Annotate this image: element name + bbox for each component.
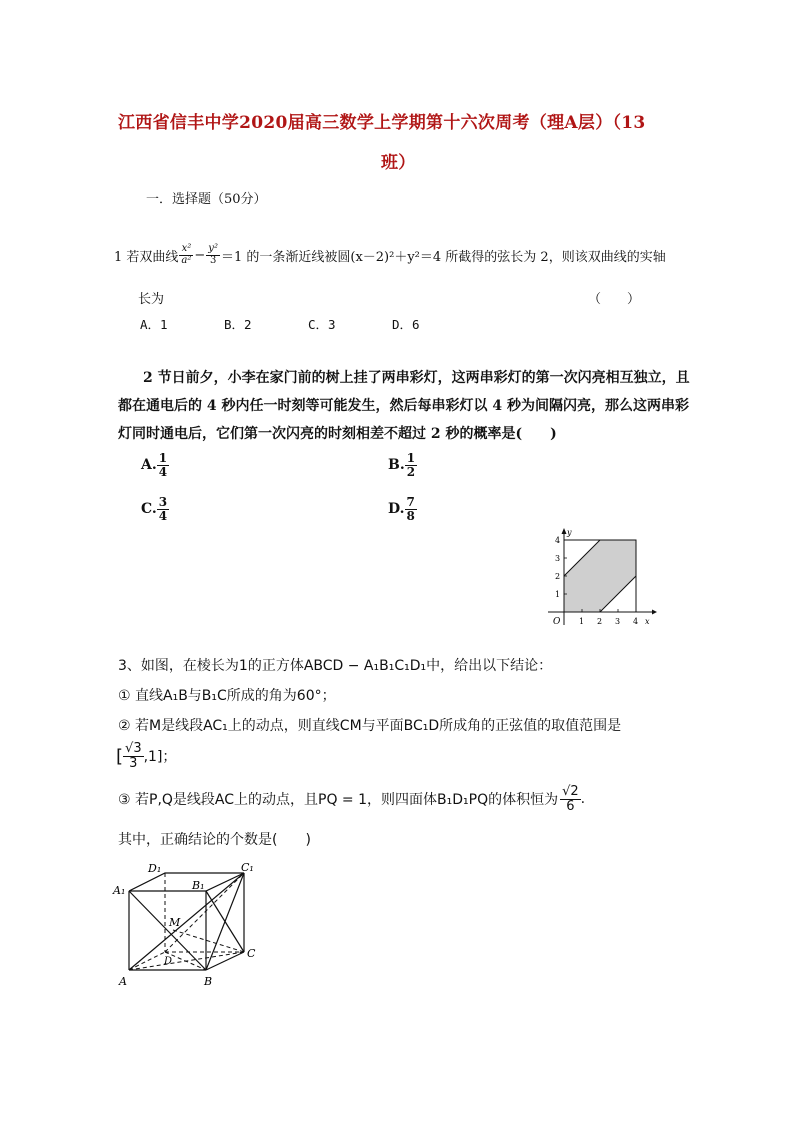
- volume-frac-den: 6: [566, 798, 575, 814]
- y-tick-label-2: 2: [555, 572, 561, 581]
- q1-minus: −: [194, 247, 206, 263]
- q3-intro: 3、如图，在棱长为1的正方体ABCD − A₁B₁C₁D₁中，给出以下结论：: [118, 658, 553, 674]
- x-tick-label-3: 3: [615, 617, 621, 626]
- q1-answer-paren: （ ）: [588, 292, 641, 307]
- label-a: A: [119, 975, 127, 988]
- y-axis-arrow: [562, 528, 567, 534]
- q2-option-d-den: 8: [406, 508, 415, 523]
- range-frac-num: √3: [125, 741, 142, 756]
- q2-region-graph: [540, 525, 660, 630]
- volume-frac-num: √2: [562, 784, 579, 799]
- range-open-bracket: [: [116, 745, 124, 767]
- q2-option-a-num: 1: [158, 451, 168, 465]
- q1-rest: ＝1 的一条渐近线被圆(x－2)²＋y²＝4 所截得的弦长为 2，则该双曲线的实轴: [220, 249, 666, 265]
- q1-frac-y-num: y²: [208, 243, 218, 254]
- q1-prefix: 1 若双曲线: [114, 249, 179, 265]
- q2-option-b-den: 2: [406, 464, 416, 479]
- cube-figure: [108, 858, 268, 993]
- q2-option-b-label: B.: [388, 457, 405, 474]
- section-heading: 一．选择题（50分）: [146, 192, 267, 207]
- q3-question: 其中，正确结论的个数是( ): [118, 832, 311, 848]
- label-c: C: [247, 947, 256, 960]
- y-tick-label-1: 1: [555, 590, 561, 599]
- q2-option-a-label: A.: [141, 457, 157, 474]
- shaded-region: [564, 540, 636, 612]
- label-b1: B₁: [192, 879, 205, 892]
- q2-line-1: 2 节日前夕，小李在家门前的树上挂了两串彩灯，这两串彩灯的第一次闪亮相互独立，且: [143, 370, 690, 386]
- q3-conclusion-1: ① 直线A₁B与B₁C所成的角为60°；: [118, 688, 336, 704]
- q2-option-a-den: 4: [158, 464, 168, 479]
- label-m: M: [169, 916, 181, 929]
- x-axis-arrow: [652, 610, 657, 615]
- label-b: B: [204, 975, 213, 988]
- q1-option-d: D．6: [392, 317, 420, 332]
- q2-option-c: [141, 496, 169, 522]
- q2-option-b-frac: [405, 452, 417, 478]
- q2-option-b: [388, 452, 417, 478]
- y-tick-label-4: 4: [555, 536, 561, 545]
- q3-conclusion-3-end: .: [580, 791, 586, 808]
- hidden-line-mc: [173, 930, 244, 952]
- diagonal-bc1: [206, 873, 244, 970]
- title-line-1: 江西省信丰中学2020届高三数学上学期第十六次周考（理A层）（13: [118, 113, 646, 133]
- x-tick-label-4: 4: [633, 617, 639, 626]
- q1-line-2: 长为: [138, 292, 165, 307]
- q2-option-d-num: 7: [406, 495, 415, 509]
- q2-line-3: 灯同时通电后，它们第一次闪亮的时刻相差不超过 2 秒的概率是( ): [118, 426, 557, 442]
- range-frac: [123, 742, 144, 770]
- q2-option-a-frac: [157, 452, 169, 478]
- label-a1: A₁: [113, 884, 126, 897]
- x-tick-label-2: 2: [597, 617, 603, 626]
- q1-option-b: B．2: [224, 317, 252, 332]
- q3-conclusion-3: [118, 785, 585, 813]
- q1-frac-x: [179, 244, 193, 266]
- hidden-diagonal-dc1: [165, 873, 244, 952]
- range-frac-den: 3: [129, 755, 138, 771]
- q2-option-d-label: D.: [388, 501, 405, 518]
- q3-conclusion-2-range: [116, 742, 176, 770]
- q2-option-c-den: 4: [158, 508, 168, 523]
- title-line-2: 班）: [381, 153, 416, 173]
- q2-option-d: [388, 496, 417, 522]
- q1-frac-y-den: 3: [209, 254, 217, 266]
- q2-option-b-num: 1: [406, 451, 416, 465]
- q2-option-c-frac: [157, 496, 169, 522]
- x-tick-label-1: 1: [579, 617, 585, 626]
- q1-option-c: C．3: [308, 317, 336, 332]
- y-axis-label: y: [567, 528, 572, 537]
- label-d1: D₁: [148, 862, 162, 875]
- label-c1: C₁: [241, 861, 254, 874]
- q2-line-2: 都在通电后的 4 秒内任一时刻等可能发生，然后每串彩灯以 4 秒为间隔闪亮，那么这两串彩: [118, 398, 689, 414]
- q1-frac-y: [206, 244, 220, 266]
- q1-frac-x-num: x²: [179, 244, 193, 256]
- q1-frac-x-den: a²: [181, 254, 192, 266]
- diagonal-ac1: [129, 873, 244, 970]
- q1-line-1: [114, 244, 666, 266]
- y-tick-label-3: 3: [555, 554, 561, 563]
- range-rest: ,1]；: [143, 749, 177, 766]
- volume-frac: [560, 785, 581, 813]
- q2-option-c-num: 3: [158, 495, 168, 509]
- q1-option-a: A．1: [140, 317, 168, 332]
- label-d: D: [164, 956, 173, 967]
- q2-option-c-label: C.: [141, 501, 157, 518]
- q2-option-d-frac: [405, 496, 417, 522]
- q3-conclusion-2: ② 若M是线段AC₁上的动点，则直线CM与平面BC₁D所成角的正弦值的取值范围是: [118, 718, 622, 734]
- q3-conclusion-3-text: ③ 若P,Q是线段AC上的动点，且PQ = 1，则四面体B₁D₁PQ的体积恒为: [118, 792, 559, 809]
- q2-option-a: [141, 452, 169, 478]
- origin-label: O: [553, 617, 561, 627]
- x-axis-label: x: [645, 617, 650, 626]
